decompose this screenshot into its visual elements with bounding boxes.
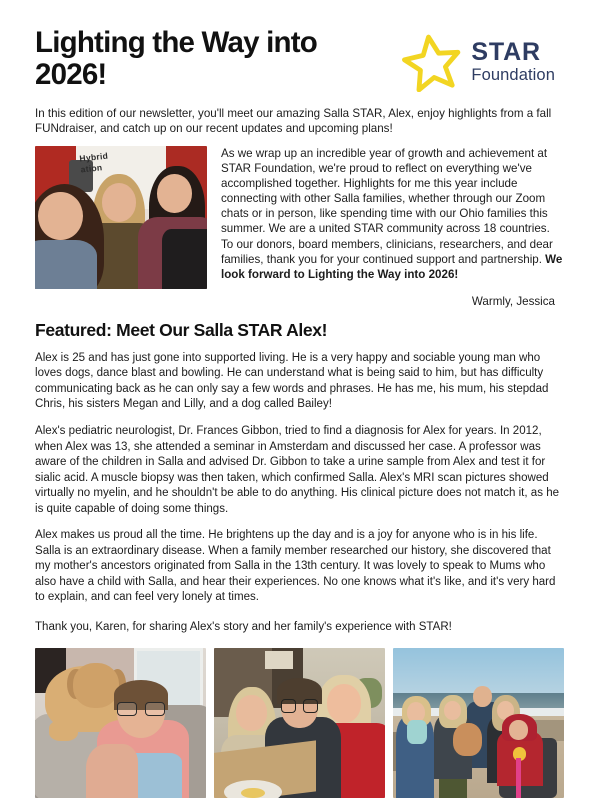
- page-title: Lighting the Way into 2026!: [35, 26, 317, 91]
- letter-text-bold: We look forward to Lighting the Way into 2026!: [221, 252, 563, 281]
- letter-text-regular: As we wrap up an incredible year of growth and achievement at STAR Foundation, we're proud to reflect on everything we've accomplished together. Highlights for me this year include connecting with other Salla families, whether through our Zoom chats or in person, like spending time with our Ohio families this summer. We are a united STAR community across 18 countries. To our donors, board members, clinicians, researchers, and dear families, thank you for your continued support and partnership.: [221, 146, 553, 266]
- letter-text: [221, 146, 565, 282]
- featured-paragraph-3: Alex makes us proud all the time. He brightens up the day and is a joy for anyone who is in his life. Salla is an extraordinary disease. When a family member researched our history, she discovered that my mother's ancestors originated from Salla in the 13th century. It was lovely to speak to Mums who also have a child with Salla, and hear their experiences. No one knows what it's like, and it's very hard to explain, and can feel very lonely at times.: [35, 529, 556, 604]
- logo-wordmark: [471, 40, 555, 84]
- three-women-at-fundraiser-photo: [35, 146, 207, 289]
- letter-signature: Warmly, Jessica: [471, 294, 555, 308]
- logo-subbrand: Foundation: [471, 66, 555, 85]
- letter-body: [221, 146, 565, 308]
- featured-heading: Featured: Meet Our Salla STAR Alex!: [35, 319, 328, 340]
- featured-thanks: Thank you, Karen, for sharing Alex's story and her family's experience with STAR!: [35, 620, 452, 633]
- letter-section: [35, 146, 565, 308]
- photo-sign-text: Hybrid ation: [78, 150, 109, 174]
- star-foundation-logo: [402, 27, 565, 92]
- featured-paragraph-2: Alex's pediatric neurologist, Dr. Frances Gibbon, tried to find a diagnosis for Alex for years. In 2012, when Alex was 13, she attended a seminar in Amsterdam and discussed her case. A professor was aware of the children in Salla and advised Dr. Gibbon to take a urine sample from Alex and test it for sialic acid. A muscle biopsy was then taken, which confirmed Salla. Alex's MRI scan pictures showed virtually no myelin, and he shouldn't be able to do anything. His clinical picture does not match it, as he is quite capable of doing some things.: [35, 425, 560, 515]
- featured-paragraph-1: Alex is 25 and has just gone into supported living. He is a very happy and sociable young man who loves dogs, dance blast and bowling. He can understand what is being said to him, but has difficulty communicating back as he can only say a few words and phrases. He has me, his mum, his stepdad Chris, his sisters Megan and Lilly, and a dog called Bailey!: [35, 351, 549, 411]
- star-icon: [402, 32, 462, 92]
- page-header: [35, 0, 565, 92]
- intro-paragraph: In this edition of our newsletter, you'll meet our amazing Salla STAR, Alex, enjoy highlights from a fall FUNdraiser, and catch up on our recent updates and upcoming plans!: [35, 107, 552, 136]
- logo-brand: STAR: [471, 38, 541, 67]
